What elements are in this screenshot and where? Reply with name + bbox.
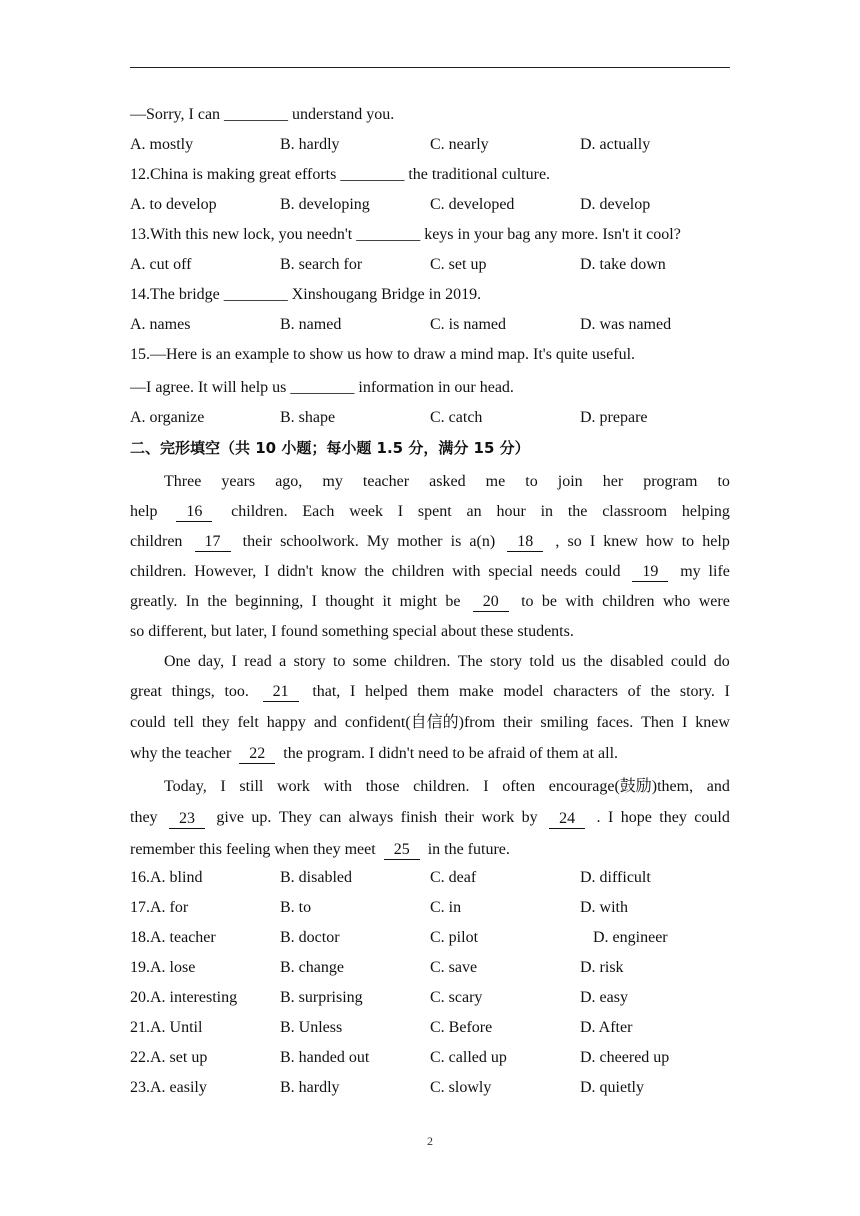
question-options: [130, 192, 730, 222]
blank-number: 25: [384, 841, 420, 860]
option-a: 23.A. easily: [130, 1079, 207, 1096]
passage-word: beginning,: [235, 593, 304, 610]
passage-line: [130, 587, 730, 617]
passage-word: I: [397, 503, 404, 520]
blank-number: 20: [473, 593, 509, 612]
cloze-passage: [130, 467, 730, 865]
option-a: 19.A. lose: [130, 959, 196, 976]
passage-word: asked: [429, 473, 466, 490]
option-b: B. hardly: [280, 136, 340, 153]
passage-word: I: [231, 653, 237, 670]
option-c: C. in: [430, 899, 462, 916]
option-d: D. prepare: [580, 409, 648, 426]
option-c: C. slowly: [430, 1079, 492, 1096]
passage-word: special: [488, 563, 533, 580]
passage-word: some: [352, 653, 387, 670]
passage-word: they: [659, 809, 687, 826]
passage-line: [130, 557, 730, 587]
passage-word: her: [602, 473, 624, 490]
passage-word: .: [596, 809, 601, 826]
question-stem: 12.China is making great efforts ________ the traditional culture.: [130, 166, 551, 183]
option-c: C. Before: [430, 1019, 493, 1036]
passage-word: and: [313, 714, 337, 731]
passage-word: is: [450, 533, 462, 550]
passage-word: too.: [224, 683, 249, 700]
passage-word: told: [529, 653, 555, 670]
question-options: [130, 312, 730, 342]
passage-line: [130, 771, 730, 803]
option-b: B. named: [280, 316, 342, 333]
option-c: C. deaf: [430, 869, 477, 886]
passage-word: Then: [641, 714, 675, 731]
option-a: A. mostly: [130, 136, 194, 153]
passage-word: I: [589, 533, 596, 550]
option-b: B. Unless: [280, 1019, 343, 1036]
option-c: C. pilot: [430, 929, 479, 946]
passage-word: can: [319, 809, 342, 826]
passage-word: join: [557, 473, 583, 490]
passage-word: needs: [540, 563, 578, 580]
cloze-option-row: [130, 985, 730, 1015]
passage-word: to: [525, 473, 538, 490]
option-b: B. search for: [280, 256, 363, 273]
passage-word: felt: [237, 714, 259, 731]
passage-word: the: [583, 653, 603, 670]
cloze-option-row: [130, 955, 730, 985]
option-c: C. nearly: [430, 136, 489, 153]
option-a: 17.A. for: [130, 899, 189, 916]
blank-number: 19: [632, 563, 668, 582]
passage-paragraph: [130, 467, 730, 647]
passage-word: to: [717, 473, 730, 490]
passage-word: story: [293, 653, 326, 670]
passage-word: with: [565, 593, 594, 610]
option-b: B. to: [280, 899, 312, 916]
passage-word: tell: [173, 714, 194, 731]
passage-word: Three: [164, 473, 202, 490]
passage-word: a(n): [469, 533, 496, 550]
passage-word: they: [130, 809, 158, 826]
passage-word: often: [502, 778, 536, 795]
cloze-option-row: [130, 865, 730, 895]
passage-word: I: [607, 809, 614, 826]
passage-word: it: [382, 593, 392, 610]
passage-word: I: [311, 593, 317, 610]
passage-word: them: [417, 683, 450, 700]
passage-word: work: [481, 809, 515, 826]
passage-text: the program. I didn't need to be afraid of them at all.: [279, 745, 619, 762]
cloze-questions: [130, 865, 730, 1105]
passage-word: I: [350, 683, 356, 700]
passage-word: story: [489, 653, 522, 670]
passage-word: I: [264, 563, 270, 580]
passage-text: why the teacher: [130, 745, 236, 762]
option-d: D. take down: [580, 256, 666, 273]
passage-text: so different, but later, I found something special about these students.: [130, 623, 574, 640]
option-c: C. is named: [430, 316, 506, 333]
passage-word: children: [602, 593, 655, 610]
passage-word: that,: [312, 683, 341, 700]
passage-word: to: [521, 593, 534, 610]
passage-word: ago,: [275, 473, 303, 490]
option-b: B. surprising: [280, 989, 363, 1006]
page-number: 2: [427, 1134, 433, 1148]
passage-word: things,: [171, 683, 215, 700]
passage-word: their: [444, 809, 474, 826]
passage-word: spent: [417, 503, 452, 520]
passage-word: teacher: [362, 473, 410, 490]
option-d: D. engineer: [593, 929, 668, 946]
passage-word: children: [130, 533, 183, 550]
option-a: 18.A. teacher: [130, 929, 216, 946]
option-b: B. developing: [280, 196, 370, 213]
question-options: [130, 132, 730, 162]
blank-number: 17: [195, 533, 231, 552]
passage-word: They: [278, 809, 312, 826]
passage-word: were: [698, 593, 730, 610]
passage-word: the: [207, 593, 227, 610]
section-heading: 二、完形填空（共 10 小题；每小题 1.5 分，满分 15 分）: [130, 439, 530, 457]
passage-word: always: [348, 809, 394, 826]
option-d: D. easy: [580, 989, 628, 1006]
passage-word: I: [220, 778, 226, 795]
passage-word: helping: [681, 503, 730, 520]
option-d: D. quietly: [580, 1079, 644, 1096]
passage-word: give: [216, 809, 244, 826]
question-stem: —Sorry, I can ________ understand you.: [130, 106, 395, 123]
option-a: 16.A. blind: [130, 869, 203, 886]
passage-word: Each: [302, 503, 335, 520]
passage-word: In: [185, 593, 200, 610]
option-b: B. handed out: [280, 1049, 370, 1066]
blank-number: 16: [176, 503, 212, 522]
option-a: A. cut off: [130, 256, 192, 273]
question-options: [130, 252, 730, 282]
passage-word: greatly.: [130, 593, 178, 610]
passage-word: those: [365, 778, 400, 795]
passage-word: how: [646, 533, 674, 550]
passage-word: make: [459, 683, 494, 700]
passage-paragraph: [130, 771, 730, 865]
passage-word: up.: [251, 809, 272, 826]
passage-word: in: [540, 503, 554, 520]
option-c: C. set up: [430, 256, 487, 273]
passage-word: thought: [325, 593, 375, 610]
passage-word: with: [323, 778, 353, 795]
passage-word: hour: [496, 503, 526, 520]
passage-word: to: [332, 653, 346, 670]
option-a: 20.A. interesting: [130, 989, 238, 1006]
option-b: B. shape: [280, 409, 336, 426]
cloze-option-row: [130, 1075, 730, 1105]
passage-line: [130, 835, 730, 865]
passage-word: could: [130, 714, 166, 731]
blank-number: 18: [507, 533, 543, 552]
cloze-option-row: [130, 895, 730, 925]
passage-word: children.: [413, 778, 470, 795]
passage-paragraph: [130, 647, 730, 771]
blank-number: 23: [169, 810, 205, 829]
passage-word: schoolwork.: [280, 533, 359, 550]
option-b: B. change: [280, 959, 344, 976]
passage-word: a: [279, 653, 287, 670]
passage-word: their: [242, 533, 272, 550]
passage-word: I: [682, 714, 688, 731]
passage-word: could: [584, 563, 621, 580]
option-d: D. actually: [580, 136, 651, 153]
passage-word: children: [391, 563, 445, 580]
option-a: 21.A. Until: [130, 1019, 203, 1036]
passage-line: [130, 497, 730, 527]
passage-line: [130, 527, 730, 557]
passage-word: who: [662, 593, 691, 610]
option-c: C. scary: [430, 989, 483, 1006]
passage-word: happy: [266, 714, 306, 731]
passage-word: an: [466, 503, 482, 520]
passage-word: I: [724, 683, 730, 700]
passage-line: [130, 677, 730, 707]
passage-word: children.: [393, 653, 451, 670]
option-c: C. developed: [430, 196, 515, 213]
passage-word: me: [485, 473, 506, 490]
passage-word: hope: [620, 809, 652, 826]
passage-word: know: [320, 563, 357, 580]
passage-word: Today,: [164, 778, 207, 795]
passage-word: my: [680, 563, 701, 580]
passage-word: could: [670, 653, 707, 670]
passage-word: us: [561, 653, 576, 670]
cloze-option-row: [130, 1015, 730, 1045]
blank-number: 21: [263, 683, 299, 702]
question-options: [130, 405, 730, 435]
option-b: B. hardly: [280, 1079, 340, 1096]
question-stem: 15.—Here is an example to show us how to draw a mind map. It's quite useful.: [130, 346, 636, 363]
passage-word: knew: [603, 533, 638, 550]
passage-word: mother: [397, 533, 443, 550]
passage-word: great: [130, 683, 162, 700]
option-a: A. names: [130, 316, 191, 333]
option-d: D. risk: [580, 959, 624, 976]
passage-word: classroom: [602, 503, 668, 520]
passage-word: encourage(鼓励)them,: [548, 778, 694, 795]
option-c: C. catch: [430, 409, 483, 426]
passage-line: [130, 617, 730, 647]
passage-word: confident(自信的)from: [344, 714, 496, 731]
passage-word: the: [567, 503, 588, 520]
question-stem: 14.The bridge ________ Xinshougang Bridge in 2019.: [130, 286, 482, 303]
passage-word: children.: [231, 503, 288, 520]
passage-word: story.: [679, 683, 715, 700]
passage-line: [130, 647, 730, 677]
passage-word: smiling: [540, 714, 589, 731]
passage-word: life: [708, 563, 730, 580]
passage-word: read: [244, 653, 272, 670]
option-d: D. difficult: [580, 869, 651, 886]
question-stem: 13.With this new lock, you needn't ________ keys in your bag any more. Isn't it cool?: [130, 226, 681, 243]
blank-number: 22: [239, 745, 275, 764]
passage-word: my: [322, 473, 343, 490]
option-b: B. doctor: [280, 929, 340, 946]
passage-word: faces.: [596, 714, 634, 731]
option-c: C. save: [430, 959, 478, 976]
option-d: D. develop: [580, 196, 651, 213]
passage-word: of: [627, 683, 641, 700]
passage-word: be: [445, 593, 461, 610]
passage-word: help: [130, 503, 158, 520]
header-rule: [130, 67, 730, 68]
passage-word: program: [643, 473, 698, 490]
passage-word: years: [221, 473, 256, 490]
passage-word: didn't: [277, 563, 314, 580]
option-d: D. After: [580, 1019, 633, 1036]
passage-word: week: [349, 503, 383, 520]
option-a: 22.A. set up: [130, 1049, 208, 1066]
cloze-option-row: [130, 925, 730, 955]
passage-text: remember this feeling when they meet: [130, 841, 380, 858]
passage-word: could: [694, 809, 730, 826]
passage-word: However,: [194, 563, 257, 580]
passage-word: The: [457, 653, 483, 670]
passage-word: I: [483, 778, 489, 795]
option-b: B. disabled: [280, 869, 352, 886]
option-a: A. to develop: [130, 196, 217, 213]
cloze-option-row: [130, 1045, 730, 1075]
passage-line: [130, 739, 730, 771]
passage-word: disabled: [610, 653, 664, 670]
option-d: D. was named: [580, 316, 672, 333]
page-content: [130, 102, 730, 1105]
option-a: A. organize: [130, 409, 205, 426]
passage-line: [130, 467, 730, 497]
passage-word: work: [277, 778, 310, 795]
passage-word: the: [364, 563, 384, 580]
question-stem-reply: —I agree. It will help us ________ information in our head.: [130, 379, 514, 396]
passage-word: help: [702, 533, 730, 550]
passage-word: they: [201, 714, 230, 731]
passage-word: their: [503, 714, 533, 731]
passage-word: with: [452, 563, 481, 580]
passage-word: helped: [365, 683, 408, 700]
option-d: D. cheered up: [580, 1049, 670, 1066]
passage-word: My: [366, 533, 390, 550]
passage-word: might: [399, 593, 438, 610]
passage-word: be: [541, 593, 557, 610]
passage-word: model: [503, 683, 544, 700]
option-d: D. with: [580, 899, 628, 916]
passage-word: do: [713, 653, 730, 670]
passage-word: so: [567, 533, 582, 550]
passage-word: day,: [198, 653, 225, 670]
passage-word: finish: [400, 809, 438, 826]
passage-line: [130, 803, 730, 835]
passage-word: children.: [130, 563, 187, 580]
blank-number: 24: [549, 810, 585, 829]
passage-word: by: [521, 809, 538, 826]
passage-word: One: [164, 653, 191, 670]
passage-word: knew: [695, 714, 730, 731]
passage-word: still: [239, 778, 264, 795]
passage-word: ,: [555, 533, 560, 550]
passage-word: the: [650, 683, 671, 700]
passage-line: [130, 707, 730, 739]
option-c: C. called up: [430, 1049, 507, 1066]
passage-text: in the future.: [423, 841, 510, 858]
passage-word: and: [706, 778, 730, 795]
passage-word: to: [681, 533, 695, 550]
passage-word: characters: [553, 683, 618, 700]
